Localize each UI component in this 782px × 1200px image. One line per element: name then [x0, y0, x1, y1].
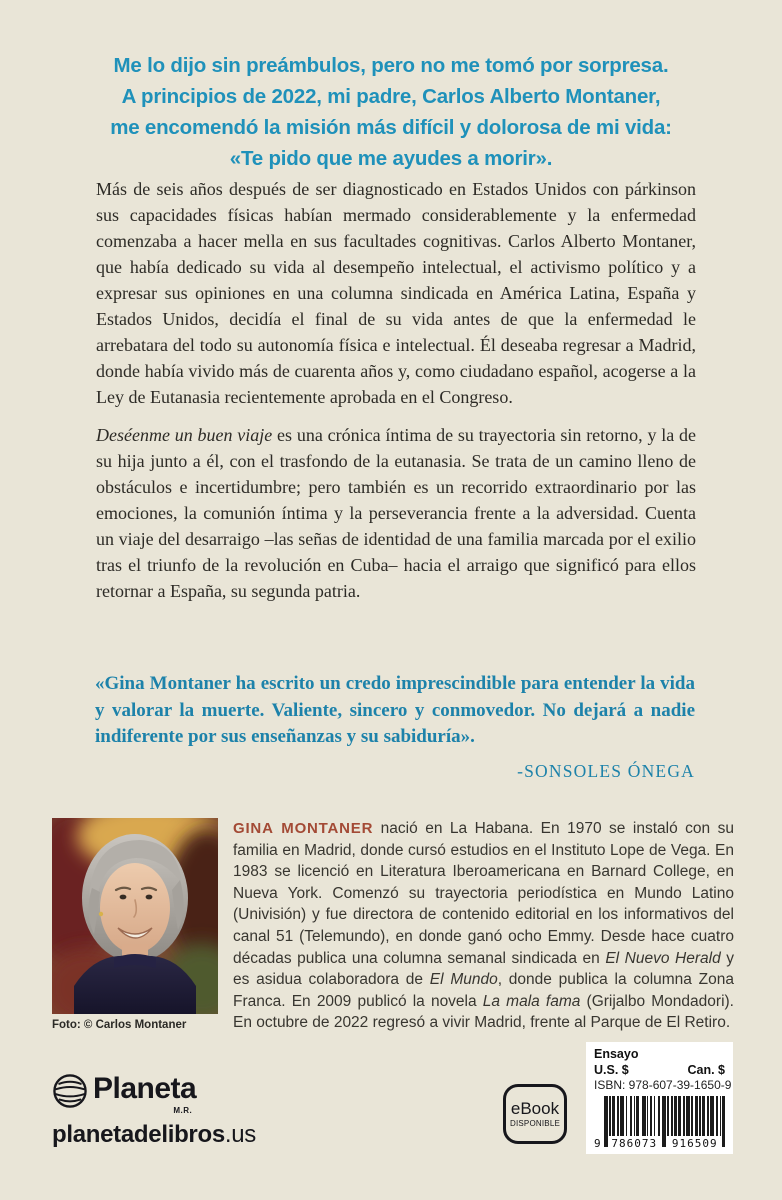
author-name: GINA MONTANER [233, 820, 374, 837]
barcode-digit-groups [604, 1138, 725, 1150]
ebook-label: eBook [510, 1099, 560, 1118]
synopsis-paragraph-1: Más de seis años después de ser diagnosticado en Estados Unidos con párkinson sus capacidades físicas habían mermado considerablemente y la enfermedad comenzaba a hacer mella en sus facultades cognitivas. Carlos Alberto Montaner, que había dedicado su vida al desempeño intelectual, el activismo político y a expresar sus opiniones en una columna sindicada en América Latina, España y Estados Unidos, decidía el final de su vida antes de que la enfermedad le arrebatara del todo su autonomía física e intelectual. Él deseaba regresar a Madrid, donde había vivido más de cuarenta años y, como ciudadano español, acogerse a la Ley de Eutanasia recientemente aprobada en el Congreso. [96, 179, 696, 407]
bio-segment: , donde publica la columna Zona Franca. En 2009 publicó la novela [233, 971, 734, 1010]
planeta-globe-icon [52, 1073, 88, 1109]
author-bio-text [233, 818, 734, 1034]
trademark-label: M.R. [173, 1106, 193, 1115]
synopsis-paragraph-2 [96, 422, 696, 604]
publication-name-italic: El Mundo [429, 971, 498, 989]
endorsement-block [95, 671, 695, 784]
barcode [594, 1096, 725, 1150]
publisher-name: Planeta [93, 1072, 197, 1105]
top-quote-line: me encomendó la misión más difícil y dolorosa de mi vida: [110, 116, 672, 139]
barcode-group-1: 786073 [611, 1137, 658, 1150]
ebook-available-badge [503, 1084, 567, 1144]
endorsement-attribution: -SONSOLES ÓNEGA [517, 760, 695, 781]
price-isbn-box [586, 1042, 733, 1154]
publisher-logo [52, 1072, 196, 1115]
bio-segment: y es asidua colaboradora de [233, 949, 735, 989]
top-quote-line: «Te pido que me ayudes a morir». [229, 147, 553, 170]
publisher-website [52, 1121, 256, 1149]
category-label: Ensayo [594, 1047, 639, 1061]
synopsis-paragraph-2-text: es una crónica íntima de su trayectoria sin retorno, y la de su hija junto a él, con el trasfondo de la eutanasia. Se trata de un camino lleno de obstáculos e incertidumbre; pero también es un recorrido extraordinario por las emociones, la comunión íntima y la perseverancia frente a la adversidad. Cuenta un viaje del desarraigo –las señas de identidad de una familia marcada por el exilio tras el triunfo de la revolución en Cuba– hacia el arraigo que significó para ellos retornar a España, su segunda patria. [96, 425, 696, 601]
barcode-group-2: 916509 [671, 1137, 718, 1150]
top-pull-quote [0, 50, 782, 174]
book-title-italic: Deséenme un buen viaje [96, 425, 273, 445]
ebook-sublabel: DISPONIBLE [509, 1119, 560, 1128]
author-bio-section [52, 818, 734, 1034]
barcode-left-digit: 9 [594, 1137, 601, 1150]
endorsement-quote: «Gina Montaner ha escrito un credo imprescindible para entender la vida y valorar la muerte. Valiente, sincero y conmovedor. No dejará a nadie indiferente por sus enseñanzas y su sabiduría». [95, 673, 695, 747]
barcode-bars [604, 1096, 725, 1136]
synopsis [96, 176, 696, 604]
bio-segment: (Grijalbo Mondadori). En octubre de 2022 regresó a vivir Madrid, frente al Parque de El Retiro. [233, 992, 734, 1032]
novel-title-italic: La mala fama [482, 992, 581, 1010]
top-quote-line: Me lo dijo sin preámbulos, pero no me tomó por sorpresa. [113, 54, 669, 77]
price-can-label: Can. $ [687, 1063, 725, 1077]
price-us-label: U.S. $ [594, 1063, 629, 1077]
photo-credit-caption: Foto: © Carlos Montaner [52, 1019, 187, 1031]
isbn-number: ISBN: 978-607-39-1650-9 [594, 1078, 732, 1092]
website-main: planetadelibros [52, 1121, 225, 1148]
top-quote-line: A principios de 2022, mi padre, Carlos Alberto Montaner, [121, 85, 661, 108]
author-photo [52, 818, 218, 1014]
bio-segment: nació en La Habana. En 1970 se instaló con su familia en Madrid, donde cursó estudios en el Instituto Lope de Vega. En 1983 se licenció en Literatura Iberoamericana en Barnard College, en Nueva York. Comenzó su trayectoria periodística en Mundo Latino (Univisión) y fue directora de contenido editorial en los informativos del canal 51 (Telemundo), en donde ganó ocho Emmy. Desde hace cuatro décadas publica una columna semanal sindicada en [233, 820, 734, 967]
price-row [594, 1062, 725, 1078]
website-tld: .us [224, 1121, 257, 1148]
author-photo-card [52, 818, 218, 1034]
publication-name-italic: El Nuevo Herald [605, 949, 721, 967]
